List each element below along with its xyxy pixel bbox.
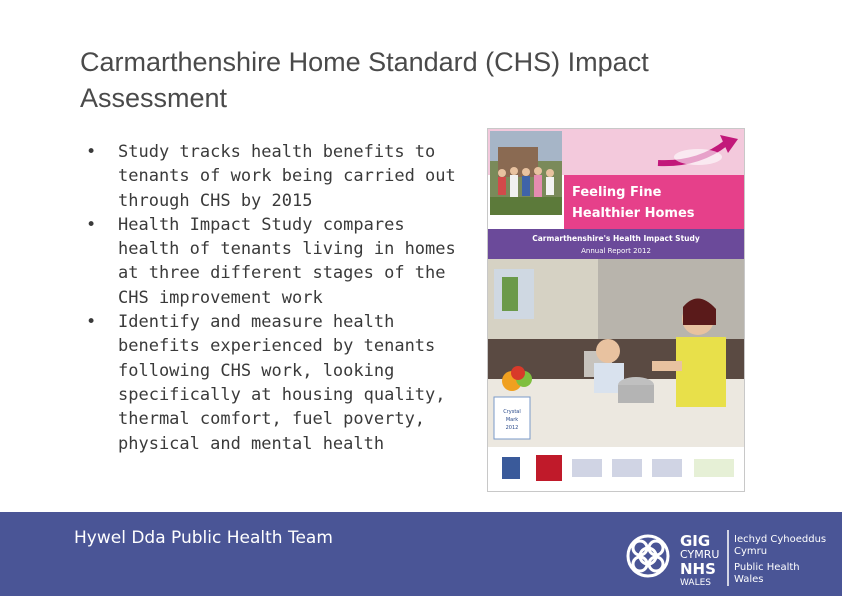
bullet-text: Study tracks health benefits to tenants of work being carried out through CHS by 2015 xyxy=(118,142,456,211)
bullet-item xyxy=(86,140,456,213)
cover-report-label: Annual Report 2012 xyxy=(581,247,651,255)
logo-nhs: NHS xyxy=(680,560,716,578)
logo-gig: GIG xyxy=(680,532,711,550)
logo-english-line1: Public Health xyxy=(734,562,800,573)
group-photo xyxy=(490,131,562,215)
bullet-item xyxy=(86,310,456,456)
logo-english-line2: Wales xyxy=(734,574,764,585)
cover-study-title: Carmarthenshire's Health Impact Study xyxy=(532,234,700,243)
bullet-text: Health Impact Study compares health of tenants living in homes at three different stages of the CHS improvement work xyxy=(118,214,456,308)
svg-text:2012: 2012 xyxy=(505,425,519,431)
bullet-list xyxy=(86,140,456,456)
bullet-dot: • xyxy=(86,142,97,162)
bullet-dot: • xyxy=(86,214,97,235)
cover-headline-1: Feeling Fine xyxy=(572,185,662,200)
kitchen-photo xyxy=(488,259,744,447)
slide-title: Carmarthenshire Home Standard (CHS) Impact Assessment xyxy=(80,47,649,113)
cover-headline-2: Healthier Homes xyxy=(572,206,695,221)
logo-welsh-line2: Cymru xyxy=(734,546,768,557)
svg-text:Mark: Mark xyxy=(505,417,519,423)
footer-bar xyxy=(0,512,842,596)
logo-wales: WALES xyxy=(680,578,711,588)
logo-welsh-line1: Iechyd Cyhoeddus xyxy=(734,534,827,545)
logo-cymru: CYMRU xyxy=(680,548,720,561)
bullet-dot: • xyxy=(86,312,97,333)
public-health-wales-logo xyxy=(620,522,830,590)
bullet-text: Identify and measure health benefits experienced by tenants following CHS work, looking specifically at housing quality, thermal comfort, fuel poverty, physical and mental health xyxy=(118,312,446,454)
celtic-knot-icon xyxy=(628,536,668,576)
footer-team-name: Hywel Dda Public Health Team xyxy=(74,528,333,548)
report-cover-image xyxy=(487,128,745,492)
bullet-item xyxy=(86,213,456,310)
partner-logos xyxy=(488,447,744,491)
svg-text:Crystal: Crystal xyxy=(503,409,521,415)
